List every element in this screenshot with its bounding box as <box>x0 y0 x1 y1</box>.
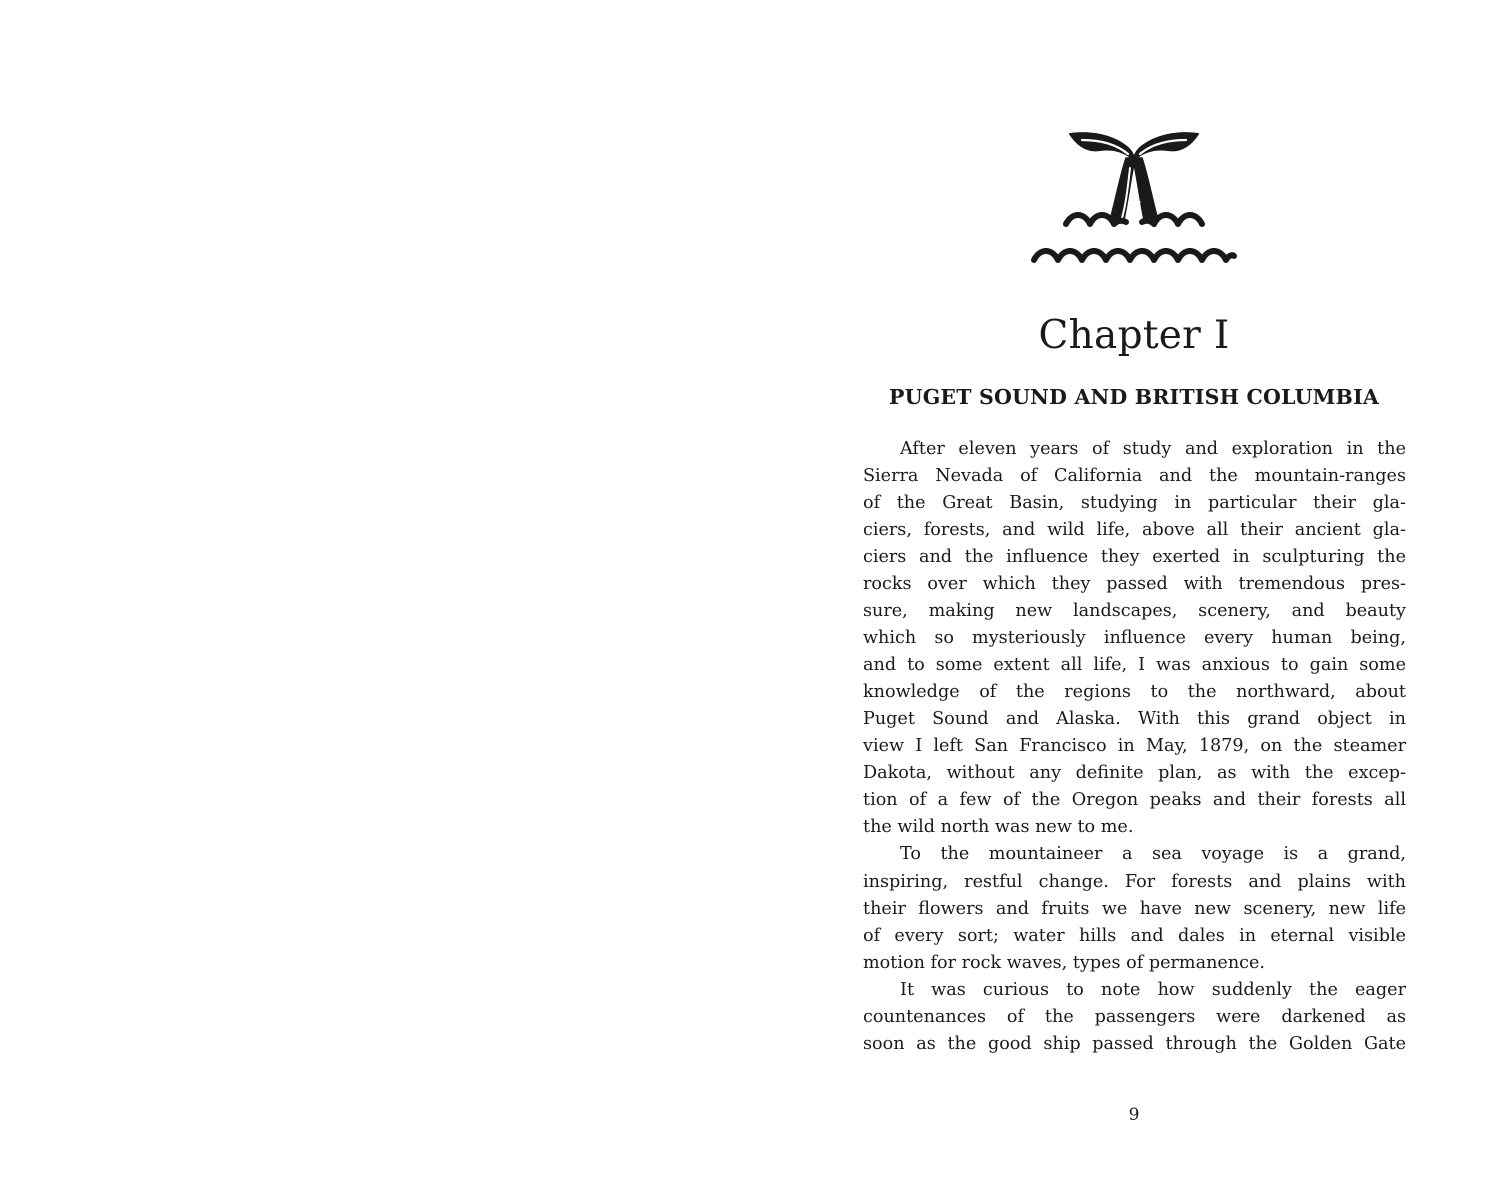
text-line: Sierra Nevada of California and the mountain-ranges <box>863 466 1406 487</box>
text-line: tion of a few of the Oregon peaks and their forests all <box>863 790 1406 811</box>
text-line: Dakota, without any definite plan, as with the excep- <box>863 763 1406 784</box>
text-line: inspiring, restful change. For forests and plains with <box>863 871 1406 892</box>
text-line: of every sort; water hills and dales in eternal visible <box>863 925 1406 946</box>
text-line: their flowers and fruits we have new scenery, new life <box>863 898 1406 919</box>
wave-lower <box>1034 251 1234 260</box>
text-line: To the mountaineer a sea voyage is a grand, <box>900 844 1406 865</box>
page-number: 9 <box>1128 1105 1140 1125</box>
whale-tail-fluke-left <box>1070 133 1134 160</box>
text-line: ciers and the influence they exerted in sculpturing the <box>863 547 1406 568</box>
text-line: sure, making new landscapes, scenery, and beauty <box>863 601 1406 622</box>
text-line: view I left San Francisco in May, 1879, on the steamer <box>863 736 1406 757</box>
chapter-body-text <box>863 436 1406 1058</box>
text-line: countenances of the passengers were darkened as <box>863 1006 1406 1027</box>
text-line: which so mysteriously influence every human being, <box>863 628 1406 649</box>
text-line: Puget Sound and Alaska. With this grand object in <box>863 709 1406 730</box>
whale-tail-stock <box>1110 158 1158 220</box>
chapter-title: Chapter I <box>1038 313 1230 358</box>
text-line: of the Great Basin, studying in particular their gla- <box>863 493 1406 514</box>
whale-tail-waves-icon <box>1030 128 1238 266</box>
text-line: motion for rock waves, types of permanence. <box>863 952 1266 973</box>
text-line: knowledge of the regions to the northward, about <box>863 682 1406 703</box>
chapter-subtitle: PUGET SOUND AND BRITISH COLUMBIA <box>889 385 1379 409</box>
text-line: ciers, forests, and wild life, above all their ancient gla- <box>863 520 1406 541</box>
text-line: and to some extent all life, I was anxious to gain some <box>863 655 1406 676</box>
paragraph <box>863 841 1406 976</box>
text-line: soon as the good ship passed through the Golden Gate <box>863 1033 1406 1054</box>
text-line: It was curious to note how suddenly the eager <box>900 979 1406 1000</box>
whale-tail-fluke-right <box>1134 133 1198 160</box>
text-line: the wild north was new to me. <box>863 817 1134 838</box>
paragraph <box>863 977 1406 1058</box>
text-line: After eleven years of study and exploration in the <box>900 439 1406 459</box>
paragraph <box>863 436 1406 841</box>
text-line: rocks over which they passed with tremendous pres- <box>863 574 1406 595</box>
wave-upper <box>1066 215 1202 224</box>
